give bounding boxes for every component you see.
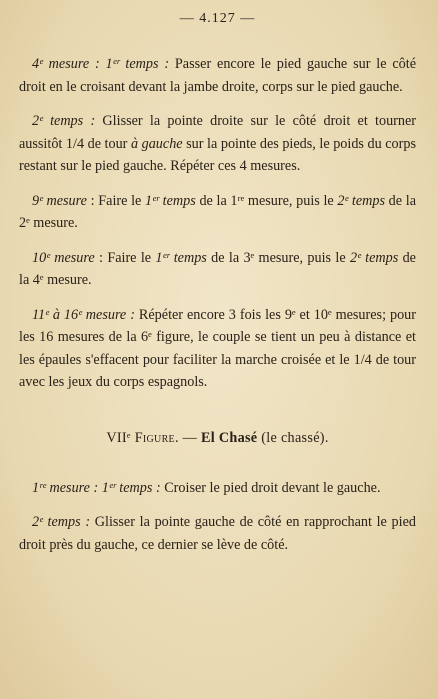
page-number: — 4.127 —	[179, 11, 256, 26]
paragraph-mesure-10	[19, 247, 416, 292]
paragraph-lead: 9ᵉ mesure	[32, 192, 87, 209]
paragraph-mesure-4	[19, 53, 416, 98]
paragraph-premiere-mesure	[19, 477, 416, 500]
paragraph-text: Glisser la pointe droite sur le côté droit et tourner aussitôt 1/4 de tour	[19, 113, 417, 152]
emphasis: 2ᵉ temps	[337, 192, 385, 209]
heading-dash: —	[178, 429, 201, 446]
paragraph-mesure-9	[19, 190, 416, 235]
paragraph-temps-2	[19, 110, 416, 178]
paragraph-lead: 1ʳᵉ mesure : 1ᵉʳ temps :	[32, 479, 161, 496]
paragraph-lead: 2ᵉ temps :	[32, 514, 91, 530]
paragraph-text: Croiser le pied droit devant le gauche.	[160, 479, 381, 496]
paragraph-lead: 11ᵉ à 16ᵉ mesure :	[32, 306, 135, 323]
heading-numeral: VIIᵉ	[106, 429, 131, 446]
heading-figure: Figure.	[134, 429, 179, 446]
paragraph-text: sur la pointe des pieds, le poids du corps restant sur le pied gauche. Répéter ces 4 mesures.	[19, 135, 416, 174]
paragraph-text: de la 2ᵉ mesure.	[19, 192, 416, 231]
paragraph-second-temps	[19, 511, 416, 556]
paragraph-lead: 10ᵉ mesure	[32, 249, 95, 266]
paragraph-mesure-11-16	[19, 304, 416, 394]
paragraph-text: Répéter encore 3 fois les 9ᵉ et 10ᵉ mesures; pour les 16 mesures de la 6ᵉ figure, le couple se tient un peu à distance et les épaules s'effacent pour faciliter la marche croisée et le 1/4 de tour avec les jeux du corps espagnols.	[19, 306, 416, 390]
paragraph-text: de la 1ʳᵉ mesure, puis le	[195, 192, 338, 209]
paragraph-text: de la 3ᵉ mesure, puis le	[206, 249, 350, 266]
heading-title: El Chasé	[201, 429, 258, 446]
paragraph-text: : Faire le	[86, 192, 146, 209]
paragraph-text: Glisser la pointe gauche de côté en rapprochant le pied droit près du gauche, ce dernier se lève de côté.	[19, 514, 416, 553]
emphasis: 1ᵉʳ temps	[155, 249, 207, 266]
emphasis: 2ᵉ temps	[349, 249, 399, 266]
emphasis: 1ᵉʳ temps	[145, 192, 196, 209]
paragraph-text: Passer encore le pied gauche sur le côté droit en le croisant devant la jambe droite, corps sur le pied gauche.	[19, 56, 416, 95]
paragraph-text: de la 4ᵉ mesure.	[19, 249, 416, 288]
paragraph-lead: 2ᵉ temps :	[32, 113, 96, 129]
section-heading	[19, 430, 416, 447]
emphasis: à gauche	[130, 135, 183, 152]
heading-subtitle: (le chassé).	[257, 429, 329, 446]
paragraph-lead: 4ᵉ mesure : 1ᵉʳ temps :	[32, 56, 170, 72]
paragraph-text: : Faire le	[94, 249, 156, 266]
